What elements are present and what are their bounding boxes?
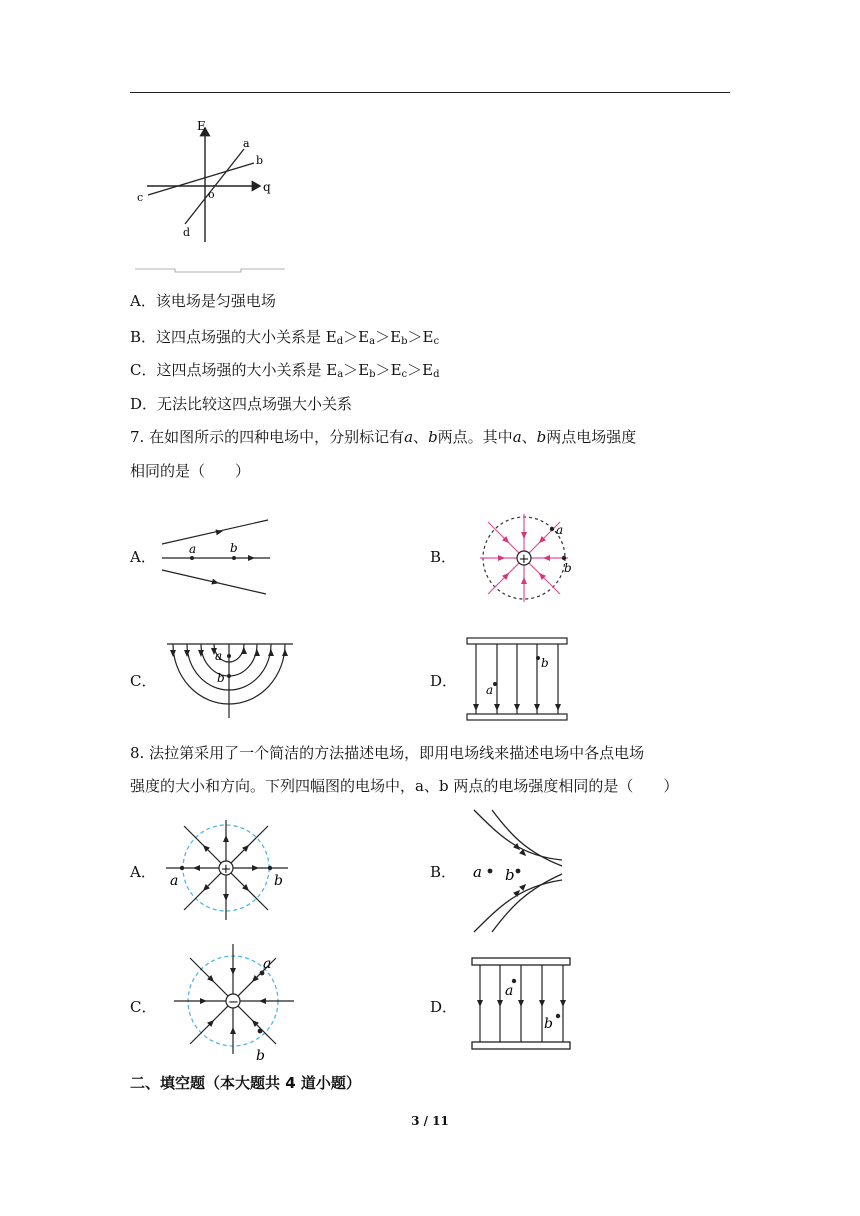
q8-fig-a <box>164 820 290 924</box>
q8-option-d-label[interactable]: D． <box>430 998 458 1016</box>
label-a: a <box>243 137 250 150</box>
q6-option-b-relation-part: ＞ <box>375 328 391 346</box>
header-rule <box>130 92 730 93</box>
svg-text:b: b <box>256 1048 265 1064</box>
q6-option-c-relation-part: a <box>337 369 344 380</box>
q6-option-a[interactable]: A．该电场是匀强电场 <box>130 292 276 310</box>
q6-option-b[interactable]: B．这四点场强的大小关系是 $E_d>E_a>E_b>E_c$ <box>130 328 440 347</box>
svg-text:b: b <box>564 561 572 575</box>
svg-text:a: a <box>263 956 272 972</box>
svg-text:b: b <box>505 866 515 884</box>
q6-option-c-relation-part: ＞ <box>407 361 423 379</box>
q6-option-d[interactable]: D．无法比较这四点场强大小关系 <box>130 395 353 413</box>
svg-text:a: a <box>473 863 482 881</box>
svg-text:b: b <box>274 873 283 889</box>
q7-fig-b <box>474 508 586 618</box>
q7-stem-line1: 7. 在如图所示的四种电场中，分别标记有a、b两点。其中a、b两点电场强度 <box>130 428 637 446</box>
q7-option-c-label[interactable]: C． <box>130 672 157 690</box>
svg-text:+: + <box>220 862 232 877</box>
svg-text:a: a <box>215 649 223 663</box>
q6-option-b-relation-part: E <box>325 328 337 346</box>
svg-text:b: b <box>541 656 549 670</box>
line-bc <box>148 163 254 195</box>
q6-option-b-relation-part: d <box>336 336 344 347</box>
svg-text:b: b <box>217 671 225 685</box>
q6-option-c-relation-part: E <box>358 361 370 379</box>
q6-option-c-relation-part: ＞ <box>375 361 391 379</box>
q8-option-b-label[interactable]: B． <box>430 863 457 881</box>
axis-q-label: q <box>263 180 271 194</box>
origin-label: o <box>208 188 215 201</box>
q6-option-b-relation-part: c <box>433 336 440 347</box>
q7-stem-line2: 相同的是（ ） <box>130 462 251 480</box>
section-2-heading: 二、填空题（本大题共 4 道小题） <box>130 1074 361 1092</box>
svg-text:a: a <box>505 983 514 999</box>
q6-option-c-relation <box>326 361 439 379</box>
svg-text:a: a <box>170 873 179 889</box>
q8-stem-line2: 强度的大小和方向。下列四幅图的电场中，a、b 两点的电场强度相同的是（ ） <box>130 777 679 795</box>
q6-option-b-relation-part: a <box>369 336 376 347</box>
label-c: c <box>137 191 144 204</box>
q6-option-c-relation-part: E <box>422 361 434 379</box>
q6-option-c-relation-part: E <box>390 361 402 379</box>
q6-option-c-relation-part: b <box>369 369 376 380</box>
q8-fig-c <box>172 942 296 1066</box>
q6-option-c-relation-part: E <box>326 361 338 379</box>
q6-option-c[interactable]: C．这四点场强的大小关系是 $E_a>E_b>E_c>E_d$ <box>130 361 440 380</box>
label-d: d <box>183 226 191 239</box>
q6-option-b-relation-part: b <box>401 336 408 347</box>
q7-fig-a <box>158 512 278 602</box>
svg-text:a: a <box>556 523 564 537</box>
svg-text:b: b <box>230 541 238 555</box>
e-q-graph <box>135 112 295 274</box>
q6-option-b-relation-part: ＞ <box>343 328 359 346</box>
q6-option-c-relation-part: d <box>433 369 440 380</box>
svg-text:−: − <box>228 995 239 1010</box>
q6-option-c-relation-part: ＞ <box>343 361 359 379</box>
q6-option-b-relation-part: E <box>358 328 370 346</box>
q7-option-a-label[interactable]: A． <box>130 548 156 566</box>
q7-fig-d <box>466 636 570 724</box>
page-number: 3 / 11 <box>411 1114 449 1128</box>
q8-option-c-label[interactable]: C． <box>130 998 157 1016</box>
svg-text:a: a <box>486 683 494 697</box>
q6-option-c-relation-part: c <box>401 369 408 380</box>
q6-option-b-relation <box>326 328 439 346</box>
q6-option-b-relation-part: E <box>422 328 434 346</box>
q6-option-b-relation-part: ＞ <box>407 328 423 346</box>
q7-option-d-label[interactable]: D． <box>430 672 458 690</box>
svg-text:+: + <box>518 552 530 567</box>
q8-fig-b <box>470 808 570 938</box>
svg-text:a: a <box>189 542 197 556</box>
q7-fig-c <box>165 640 295 720</box>
axis-e-label: E <box>197 119 206 133</box>
q6-option-b-relation-part: E <box>390 328 402 346</box>
q8-stem-line1: 8. 法拉第采用了一个简洁的方法描述电场，即用电场线来描述电场中各点电场 <box>130 744 645 762</box>
label-b: b <box>256 154 264 167</box>
q8-fig-d <box>470 956 574 1052</box>
q7-option-b-label[interactable]: B． <box>430 548 457 566</box>
svg-text:b: b <box>544 1016 553 1032</box>
q8-option-a-label[interactable]: A． <box>130 863 156 881</box>
